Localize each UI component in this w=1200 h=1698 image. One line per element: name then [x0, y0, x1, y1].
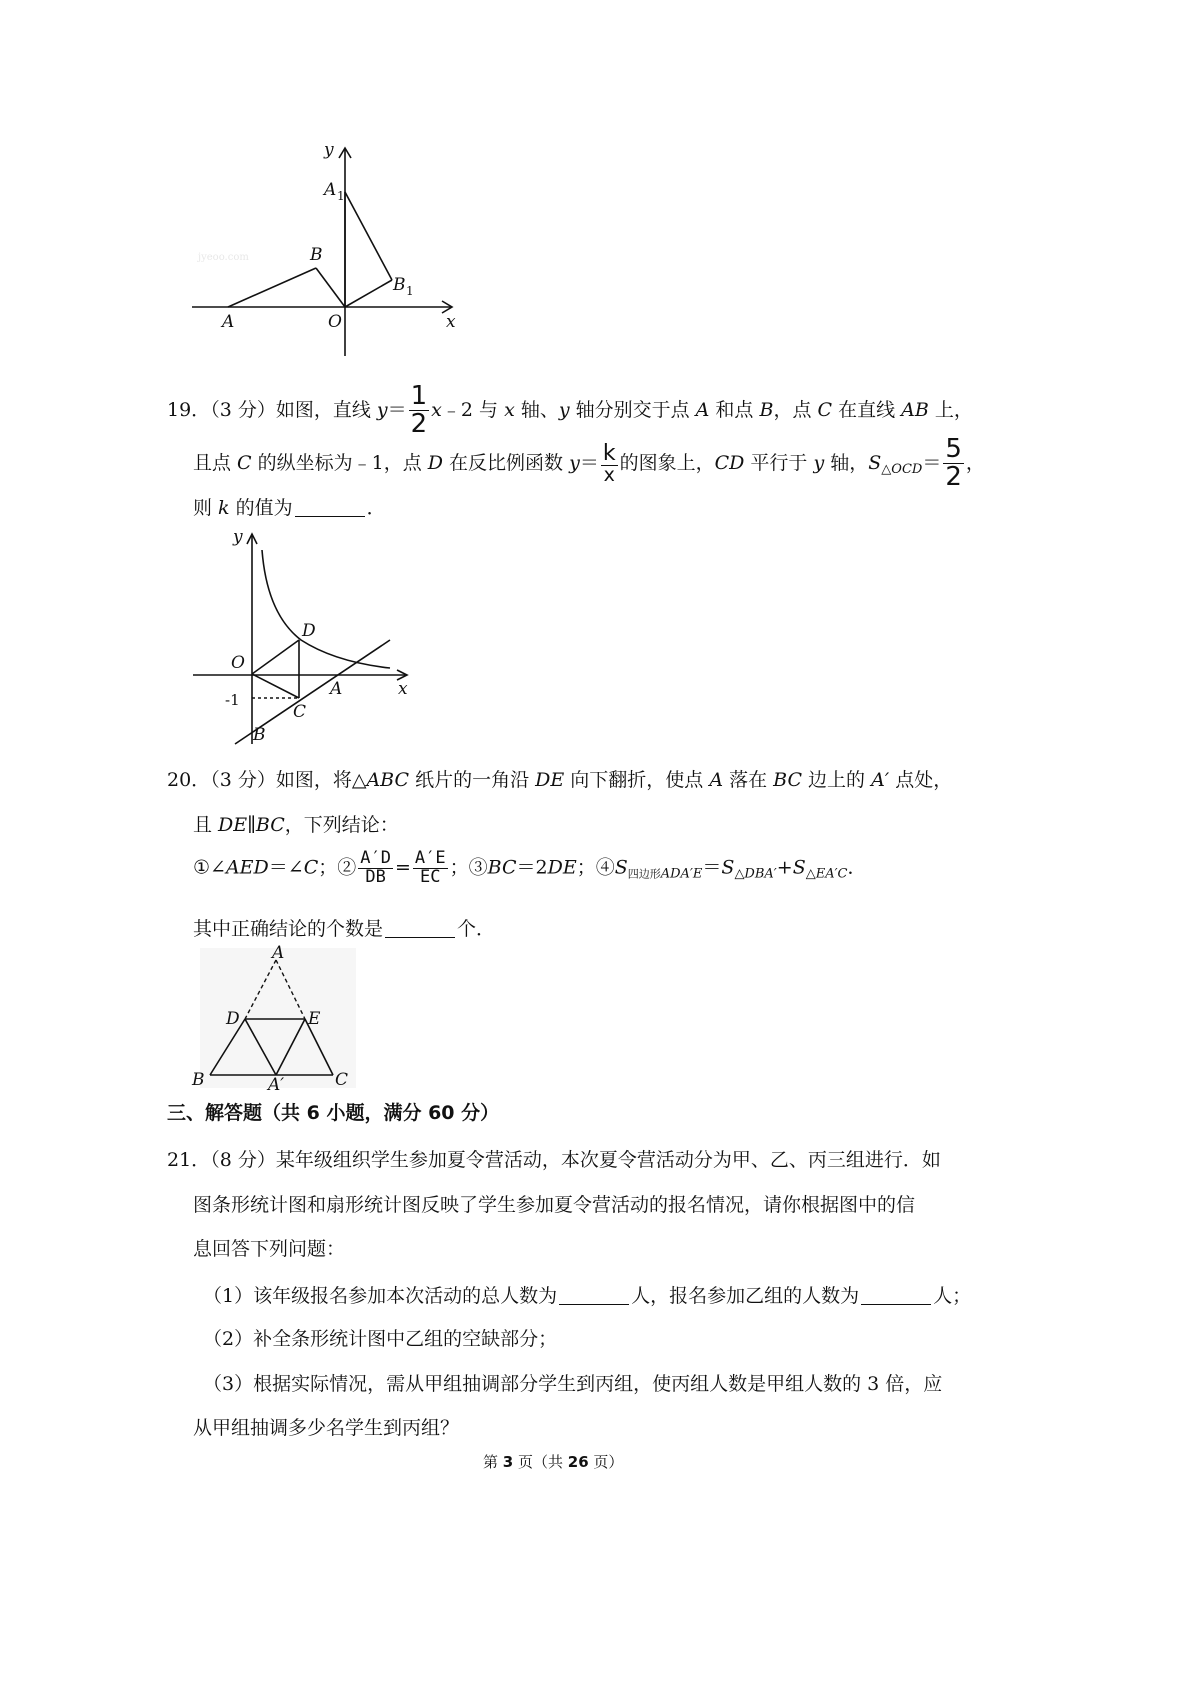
question-number: 21． — [167, 1149, 211, 1171]
q21-line-3: 息回答下列问题： — [193, 1238, 346, 1260]
label-O: O — [328, 312, 342, 332]
question-score: （8 分） — [210, 1149, 276, 1171]
q21-line-2: 图条形统计图和扇形统计图反映了学生参加夏令营活动的报名情况，请你根据图中的信 — [193, 1194, 916, 1216]
answer-blank-group-b[interactable] — [861, 1285, 931, 1305]
segment-AB — [228, 268, 316, 307]
label-x: x — [398, 679, 408, 699]
watermark: jyeoo.com — [198, 252, 249, 263]
q21-part-2: （2）补全条形统计图中乙组的空缺部分； — [203, 1328, 558, 1350]
label-B: B — [192, 1070, 205, 1090]
label-A1: A — [324, 180, 337, 200]
fraction-five-halves: $\frac{5}{2}$ — [945, 434, 962, 493]
hyperbola — [262, 550, 390, 668]
fraction-one-half: $\frac{1}{2}$ — [410, 381, 428, 440]
label-C: C — [335, 1070, 349, 1090]
figure-q18-rotation — [180, 140, 480, 362]
page-footer: 第 3 页（共 26 页） — [483, 1453, 624, 1471]
label-B: B — [253, 725, 266, 745]
segment-BO — [316, 268, 345, 307]
q21-part-1: （1）该年级报名参加本次活动的总人数为 人，报名参加乙组的人数为 人； — [203, 1285, 972, 1307]
figure-background — [200, 948, 356, 1088]
q20-line-2: 且 DE∥BC，下列结论： — [193, 814, 399, 836]
current-page: 3 — [502, 1453, 514, 1471]
label-x: x — [446, 312, 456, 332]
q21-line-1: 21．（8 分）某年级组织学生参加夏令营活动，本次夏令营活动分为甲、乙、丙三组进行．如 — [167, 1149, 941, 1171]
label-D: D — [302, 621, 316, 641]
q19-line-2: 且点 C 的纵坐标为﹣1，点 D 在反比例函数 y＝ $\frac{k}{x}$ 的图象上，CD 平行于 y 轴，$S_{\triangle OCD}=$ $\frac{5}{2}$ ， — [193, 434, 985, 493]
q20-line-4: 其中正确结论的个数是 个． — [193, 918, 496, 940]
fraction-ad-db: $\frac{A'D}{DB}$ — [360, 848, 391, 887]
label-y: y — [233, 527, 243, 547]
q20-conclusions: ①∠AED＝∠C；② $\frac{A'D}{DB}$ = $\frac{A'E}{EC}$ ；③BC＝2DE；$④S_{四边形ADA'E}=S_{\triangle DBA'}+S_{\triangle EA'C}$． — [193, 848, 867, 887]
label-C: C — [293, 702, 307, 722]
label-A: A — [222, 312, 235, 332]
label-A: A — [272, 943, 285, 963]
answer-blank[interactable] — [295, 497, 365, 517]
figure-q20-fold-triangle — [188, 942, 358, 1092]
segment-B1O — [345, 280, 392, 307]
question-number: 20． — [167, 769, 211, 791]
label-B1: B — [393, 275, 406, 295]
label-E: E — [308, 1009, 321, 1029]
label-B: B — [310, 245, 323, 265]
label-y: y — [324, 140, 334, 160]
label-O: O — [231, 653, 245, 673]
question-number: 19． — [167, 398, 211, 421]
q19-line-3: 则 k 的值为 ． — [193, 497, 386, 519]
question-score: （3 分） — [210, 398, 276, 421]
label-minus-1: -1 — [225, 691, 240, 709]
q21-part-3a: （3）根据实际情况，需从甲组抽调部分学生到丙组，使丙组人数是甲组人数的 3 倍，应 — [203, 1373, 943, 1395]
figure-q19-hyperbola — [185, 522, 425, 752]
answer-blank-total[interactable] — [559, 1285, 629, 1305]
label-B1-sub: 1 — [406, 284, 414, 298]
label-A-prime: A′ — [268, 1075, 285, 1092]
segment-A1B1 — [345, 192, 392, 280]
label-D: D — [226, 1009, 240, 1029]
question-score: （3 分） — [210, 769, 276, 791]
section-heading: 三、解答题（共 6 小题，满分 60 分） — [167, 1102, 500, 1124]
segment-OC — [252, 674, 299, 698]
label-A: A — [330, 679, 343, 699]
total-pages: 26 — [567, 1453, 589, 1471]
fraction-k-over-x: $\frac{k}{x}$ — [602, 440, 616, 486]
label-A1-sub: 1 — [337, 189, 345, 203]
q20-line-1: 20．（3 分）如图，将△ABC 纸片的一角沿 DE 向下翻折，使点 A 落在 BC 边上的 A′ 点处， — [167, 769, 953, 791]
q19-line-1: 19．（3 分）如图，直线 y＝ $\frac{1}{2}$ x﹣2 与 x 轴、y 轴分别交于点 A 和点 B，点 C 在直线 AB 上， — [167, 381, 973, 440]
answer-blank[interactable] — [385, 918, 455, 938]
q21-part-3b: 从甲组抽调多少名学生到丙组？ — [193, 1417, 460, 1439]
segment-OD — [252, 640, 299, 674]
fraction-ae-ec: $\frac{A'E}{EC}$ — [414, 848, 446, 887]
